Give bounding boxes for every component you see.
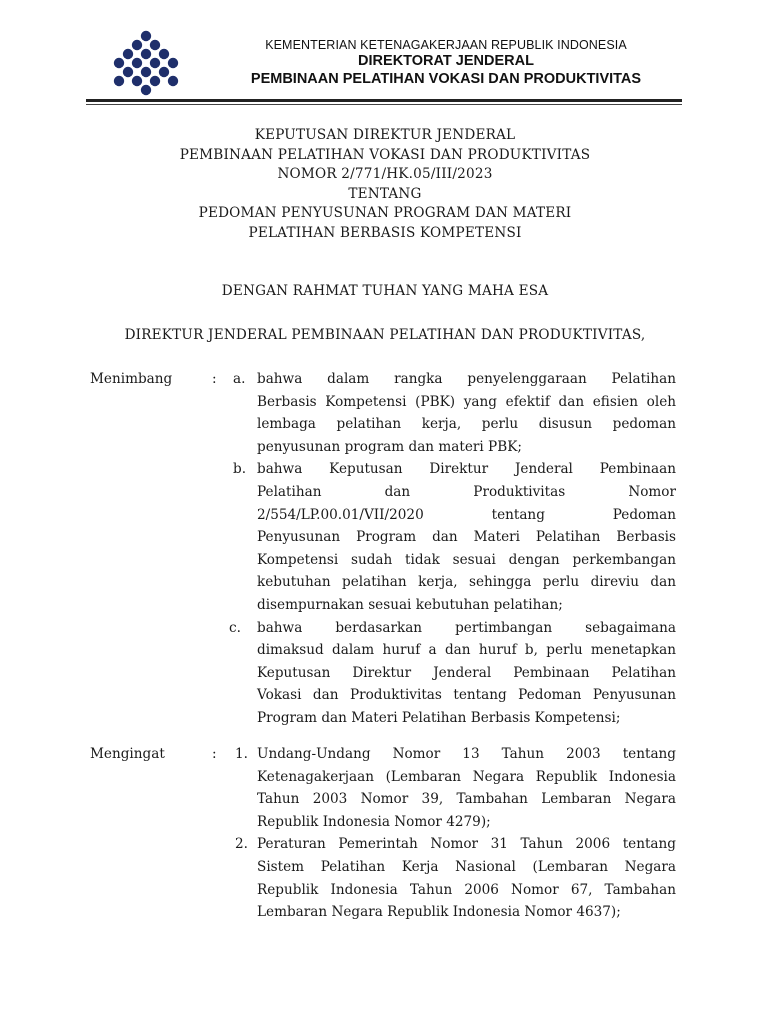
letterhead-rule-thick	[86, 99, 682, 102]
text-line: penyusunan program dan materi PBK;	[257, 438, 522, 455]
text-line: Keputusan Direktur Jenderal Pembinaan Pelatihan	[257, 664, 676, 681]
text-line: Vokasi dan Produktivitas tentang Pedoman Penyusunan	[257, 687, 676, 704]
logo-dot	[168, 76, 178, 86]
logo-dot	[123, 49, 133, 59]
logo-dot	[141, 49, 151, 59]
letterhead	[0, 0, 768, 110]
ministry-name: KEMENTERIAN KETENAGAKERJAAN REPUBLIK INDONESIA	[265, 38, 627, 52]
decree-number: NOMOR 2/771/HK.05/III/2023	[277, 166, 493, 183]
menimbang-item-marker: b.	[233, 461, 247, 478]
text-line: lembaga pelatihan kerja, perlu disusun pedoman	[257, 416, 676, 433]
logo-dot	[150, 58, 160, 68]
text-line: Kompetensi sudah tidak sesuai dengan perkembangan	[257, 551, 676, 568]
directorate-name: DIREKTORAT JENDERAL	[358, 53, 534, 69]
decree-title	[90, 126, 680, 244]
mengingat-label: Mengingat	[90, 746, 165, 762]
menimbang-label: Menimbang	[90, 371, 173, 387]
logo-dot	[159, 67, 169, 77]
text-line: Berbasis Kompetensi (PBK) yang efektif dan efisien oleh	[257, 393, 676, 410]
mengingat-item-marker: 2.	[235, 836, 248, 853]
text-line: Undang-Undang Nomor 13 Tahun 2003 tentang	[257, 746, 676, 762]
text-line: bahwa dalam rangka penyelenggaraan Pelatihan	[257, 371, 676, 387]
logo-dot	[114, 76, 124, 86]
logo-dot	[168, 58, 178, 68]
text-line: Republik Indonesia Tahun 2006 Nomor 67, Tambahan	[257, 881, 676, 898]
text-line: bahwa berdasarkan pertimbangan sebagaimana	[257, 619, 676, 636]
mengingat-item-marker: 1.	[235, 746, 248, 762]
title-line-5: PEDOMAN PENYUSUNAN PROGRAM DAN MATERI	[198, 205, 572, 222]
mengingat-colon: :	[212, 746, 217, 762]
text-line: Ketenagakerjaan (Lembaran Negara Republik Indonesia	[257, 768, 676, 785]
logo-dot	[114, 58, 124, 68]
menimbang-item-marker: c.	[229, 619, 241, 636]
logo-dot	[141, 85, 151, 95]
text-line: Tahun 2003 Nomor 39, Tambahan Lembaran Negara	[257, 791, 676, 808]
menimbang-colon: :	[212, 371, 217, 387]
text-line: Lembaran Negara Republik Indonesia Nomor 4637);	[257, 904, 621, 921]
text-line: Penyusunan Program dan Materi Pelatihan Berbasis	[257, 529, 676, 546]
title-line-2: PEMBINAAN PELATIHAN VOKASI DAN PRODUKTIVITAS	[179, 146, 591, 163]
text-line: Program dan Materi Pelatihan Berbasis Kompetensi;	[257, 709, 621, 726]
letterhead-text	[236, 38, 656, 88]
letterhead-rule-thin	[86, 104, 682, 105]
logo-dot	[132, 76, 142, 86]
logo-dot	[132, 58, 142, 68]
text-line: 2/554/LP.00.01/VII/2020 tentang Pedoman	[257, 506, 676, 523]
text-line: Pelatihan dan Produktivitas Nomor	[257, 483, 676, 500]
kemnaker-logo-icon	[108, 26, 184, 102]
title-tentang: TENTANG	[348, 185, 422, 202]
title-line-6: PELATIHAN BERBASIS KOMPETENSI	[248, 224, 522, 241]
logo-dot	[150, 40, 160, 50]
rahmat-heading: DENGAN RAHMAT TUHAN YANG MAHA ESA	[221, 283, 549, 299]
text-line: Sistem Pelatihan Kerja Nasional (Lembaran Negara	[257, 858, 676, 875]
menimbang-item-text	[257, 458, 676, 616]
mengingat-item-text	[257, 833, 676, 923]
text-line: bahwa Keputusan Direktur Jenderal Pembinaan	[257, 461, 676, 478]
logo-dot	[150, 76, 160, 86]
text-line: disempurnakan sesuai kebutuhan pelatihan;	[257, 596, 563, 613]
text-line: dimaksud dalam huruf a dan huruf b, perlu menetapkan	[257, 642, 676, 659]
text-line: Peraturan Pemerintah Nomor 31 Tahun 2006 tentang	[257, 836, 676, 853]
menimbang-item-text	[257, 368, 676, 458]
menimbang-item-marker: a.	[233, 371, 246, 387]
logo-dot	[123, 67, 133, 77]
menimbang-item-text	[257, 617, 676, 730]
logo-dot	[141, 67, 151, 77]
text-line: kebutuhan pelatihan kerja, sehingga perlu direviu dan	[257, 574, 676, 591]
director-heading: DIREKTUR JENDERAL PEMBINAAN PELATIHAN DAN PRODUKTIVITAS,	[124, 327, 646, 343]
logo-dot	[132, 40, 142, 50]
logo-dot	[159, 49, 169, 59]
unit-name: PEMBINAAN PELATIHAN VOKASI DAN PRODUKTIVITAS	[250, 71, 642, 87]
mengingat-item-text	[257, 743, 676, 833]
logo-dot	[141, 31, 151, 41]
text-line: Republik Indonesia Nomor 4279);	[257, 813, 491, 830]
title-line-1: KEPUTUSAN DIREKTUR JENDERAL	[254, 127, 516, 143]
